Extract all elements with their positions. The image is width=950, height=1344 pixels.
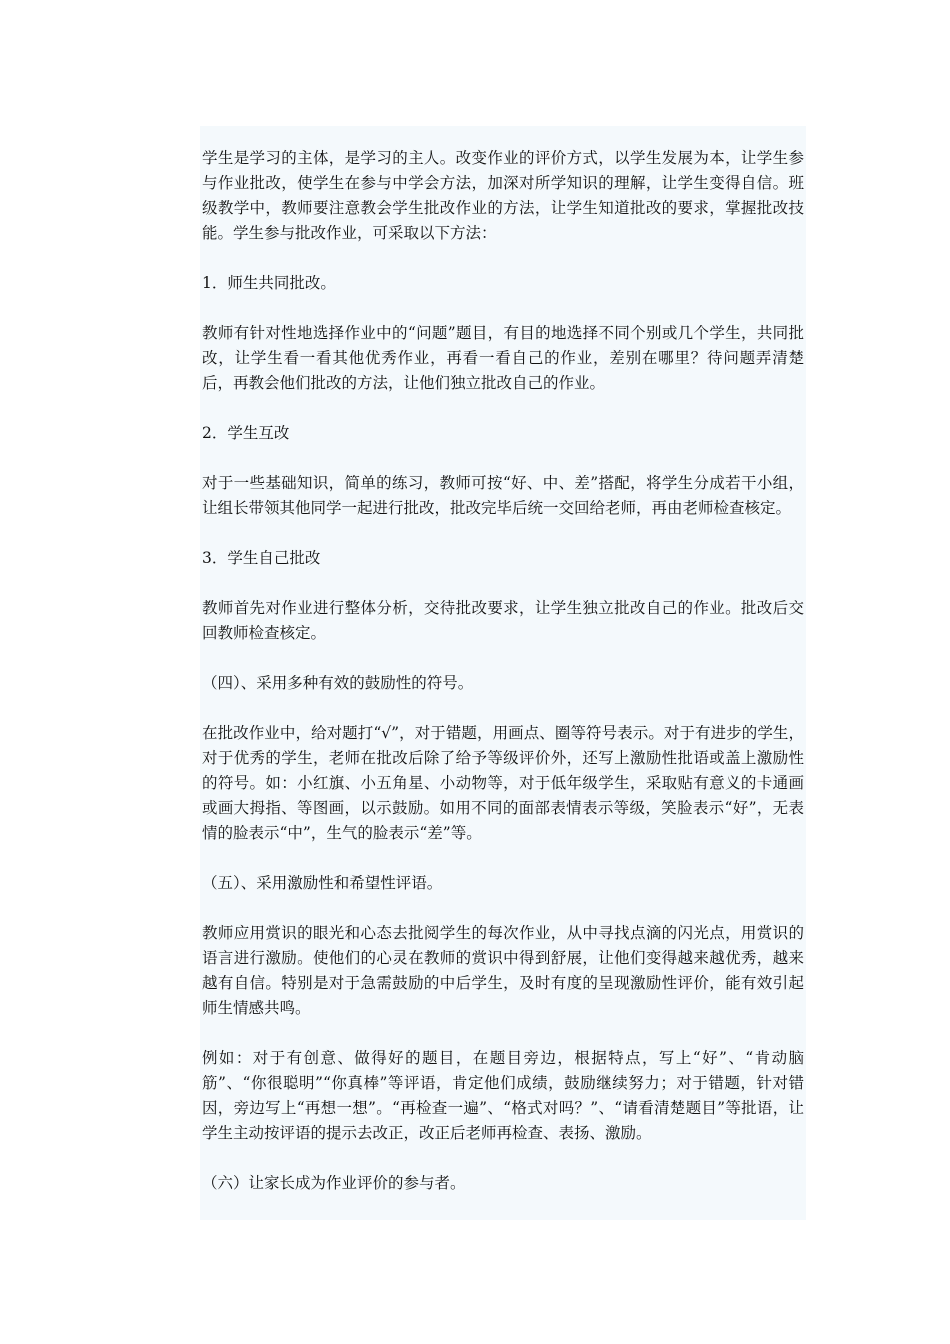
section-heading-1: 1．师生共同批改。 (202, 274, 336, 292)
section-heading-6: （六）让家长成为作业评价的参与者。 (202, 1174, 466, 1192)
section-heading-2: 2．学生互改 (202, 424, 290, 442)
section-heading-3: 3．学生自己批改 (202, 549, 321, 567)
section-heading-5: （五）、采用激励性和希望性评语。 (202, 874, 443, 892)
document-body (200, 126, 806, 1220)
intro-paragraph: 学生是学习的主体，是学习的主人。改变作业的评价方式，以学生发展为本，让学生参与作业批改，使学生在参与中学会方法，加深对所学知识的理解，让学生变得自信。班级教学中，教师要注意教会学生批改作业的方法，让学生知道批改的要求，掌握批改技能。学生参与批改作业，可采取以下方法： (202, 149, 804, 242)
section-heading-4: （四）、采用多种有效的鼓励性的符号。 (202, 674, 474, 692)
section-paragraph-1: 教师有针对性地选择作业中的“问题”题目，有目的地选择不同个别或几个学生，共同批改，让学生看一看其他优秀作业，再看一看自己的作业，差别在哪里？待问题弄清楚后，再教会他们批改的方法，让他们独立批改自己的作业。 (202, 324, 804, 392)
section-paragraph-5a: 教师应用赏识的眼光和心态去批阅学生的每次作业，从中寻找点滴的闪光点，用赏识的语言进行激励。使他们的心灵在教师的赏识中得到舒展，让他们变得越来越优秀，越来越有自信。特别是对于急需鼓励的中后学生，及时有度的呈现激励性评价，能有效引起师生情感共鸣。 (202, 924, 804, 1017)
section-paragraph-4: 在批改作业中，给对题打“√”，对于错题，用画点、圈等符号表示。对于有进步的学生，对于优秀的学生，老师在批改后除了给予等级评价外，还写上激励性批语或盖上激励性的符号。如：小红旗、小五角星、小动物等，对于低年级学生，采取贴有意义的卡通画或画大拇指、等图画，以示鼓励。如用不同的面部表情表示等级，笑脸表示“好”，无表情的脸表示“中”，生气的脸表示“差”等。 (202, 724, 804, 842)
section-paragraph-2: 对于一些基础知识，简单的练习，教师可按“好、中、差”搭配，将学生分成若干小组，让组长带领其他同学一起进行批改，批改完毕后统一交回给老师，再由老师检查核定。 (202, 474, 804, 517)
section-paragraph-3: 教师首先对作业进行整体分析，交待批改要求，让学生独立批改自己的作业。批改后交回教师检查核定。 (202, 599, 804, 642)
section-paragraph-5b: 例如：对于有创意、做得好的题目，在题目旁边，根据特点，写上“好”、“肯动脑筋”、“你很聪明”“你真棒”等评语，肯定他们成绩，鼓励继续努力；对于错题，针对错因，旁边写上“再想一想”。“再检查一遍”、“格式对吗？”、“请看清楚题目”等批语，让学生主动按评语的提示去改正，改正后老师再检查、表扬、激励。 (202, 1049, 804, 1142)
